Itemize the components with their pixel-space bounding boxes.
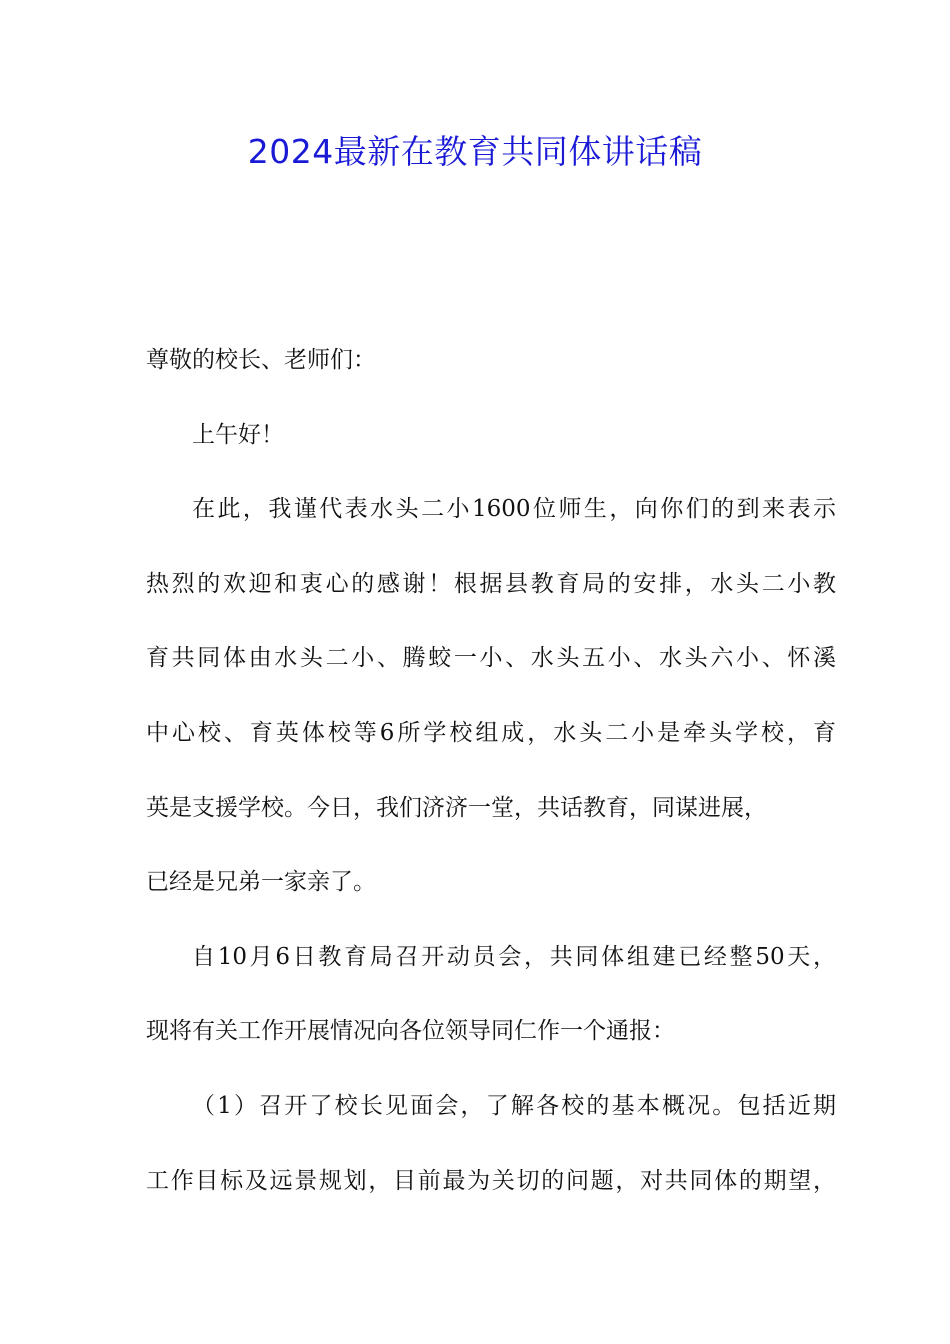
- paragraph-line: 英是支援学校。今日，我们济济一堂，共话教育，同谋进展，: [146, 794, 767, 821]
- paragraph-line: 在此，我谨代表水头二小1600位师生，向你们的到来表示: [192, 496, 836, 523]
- paragraph-line: 中心校、育英体校等6所学校组成，水头二小是牵头学校，育: [146, 719, 836, 746]
- greeting-line: 上午好！: [192, 421, 284, 448]
- paragraph-line: 已经是兄弟一家亲了。: [146, 869, 376, 896]
- paragraph-line: 热烈的欢迎和衷心的感谢！根据县教育局的安排，水头二小教: [146, 570, 836, 597]
- paragraph-line: 育共同体由水头二小、腾蛟一小、水头五小、水头六小、怀溪: [146, 645, 836, 672]
- document-title: 2024最新在教育共同体讲话稿: [247, 132, 703, 171]
- paragraph-line: 自10月6日教育局召开动员会，共同体组建已经整50天，: [192, 943, 836, 970]
- salutation-line: 尊敬的校长、老师们：: [146, 347, 376, 373]
- paragraph-line: 现将有关工作开展情况向各位领导同仁作一个通报：: [146, 1018, 675, 1045]
- paragraph-line: （1）召开了校长见面会，了解各校的基本概况。包括近期: [192, 1092, 836, 1119]
- document-body: [146, 335, 836, 1230]
- paragraph-line: 工作目标及远景规划，目前最为关切的问题，对共同体的期望，: [146, 1167, 836, 1194]
